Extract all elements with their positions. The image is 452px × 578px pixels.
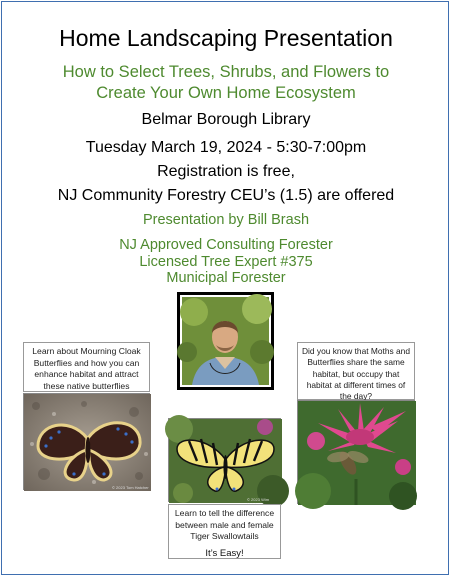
mourning-cloak-caption-text: Learn about Mourning Cloak Butterflies and how you can enhance habitat and attract these native butterflies [32, 346, 141, 391]
moth-on-flower-photo [297, 400, 415, 504]
venue: Belmar Borough Library [141, 111, 311, 128]
ceu-note: NJ Community Forestry CEU’s (1.5) are offered [57, 187, 395, 204]
mourning-cloak-photo [23, 393, 150, 490]
moths-caption-text: Did you know that Moths and Butterflies share the same habitat, but occupy that habitat at different times of the day? [301, 346, 410, 402]
credential-line: Licensed Tree Expert #375 [139, 253, 313, 270]
credential-line: NJ Approved Consulting Forester [119, 237, 333, 253]
presenter-portrait [177, 292, 274, 390]
credential-line: Municipal Forester [166, 270, 286, 287]
presenter-credentials [0, 237, 452, 287]
swallowtail-caption-text: Learn to tell the difference between male and female Tiger Swallowtails [174, 508, 275, 542]
swallowtail-tagline: It’s Easy! [205, 547, 244, 559]
tiger-swallowtail-photo [168, 418, 281, 502]
moths-caption [297, 342, 415, 400]
swallowtail-caption [168, 504, 281, 559]
flyer-subtitle: How to Select Trees, Shrubs, and Flowers to Create Your Own Home Ecosystem [62, 63, 390, 102]
registration-note: Registration is free, [157, 163, 295, 180]
event-datetime: Tuesday March 19, 2024 - 5:30-7:00pm [85, 139, 367, 156]
presenter: Presentation by Bill Brash [142, 212, 310, 228]
mourning-cloak-caption [23, 342, 150, 392]
swallowtail-copyright: © 2023 Wim [247, 497, 270, 502]
mourning-cloak-copyright: © 2023 Tom Hatcher [112, 485, 149, 490]
flyer-title: Home Landscaping Presentation [59, 25, 393, 51]
